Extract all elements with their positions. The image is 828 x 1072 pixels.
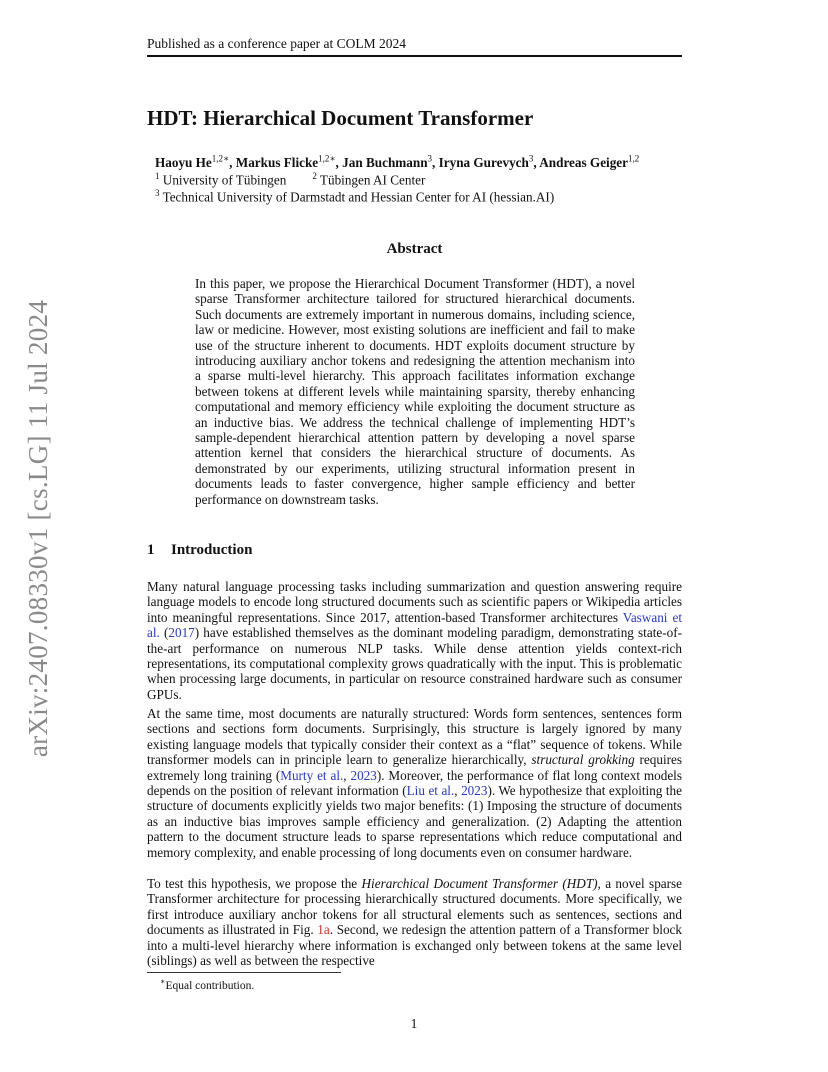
citation-year-link[interactable]: 2023 (461, 783, 488, 799)
author: Markus Flicke$^{1,2∗}$, (235, 154, 343, 171)
author: Iryna Gurevych$^3$, (438, 154, 540, 171)
author-list (155, 154, 695, 171)
intro-paragraph-1: Many natural language processing tasks including summarization and question answering require language models to encode long structured documents such as scientific papers or Wikipedia articles into meaningful representations. Since 2017, attention-based Transformer architectures Vaswani et al. (2017) have established themselves as the dominant modeling paradigm, demonstrating state-of-the-art performance on numerous NLP tasks. While dense attention yields context-rich representations, its computational complexity grows quadratically with the input. This is problematic when processing large documents, in particular on resource constrained hardware such as consumer GPUs. (147, 579, 682, 702)
intro-paragraph-3: To test this hypothesis, we propose the Hierarchical Document Transformer (HDT), a novel sparse Transformer architecture for processing hierarchically structured documents. More specifically, we first introduce auxiliary anchor tokens for all structural elements such as sentences, sections and documents as illustrated in Fig. 1a. Second, we redesign the attention pattern of a Transformer block into a multi-level hierarchy where information is exchanged only between tokens at the same level (siblings) as well as between the respective (147, 876, 683, 969)
affiliation-line-2: $^3$ Technical University of Darmstadt and Hessian Center for AI (hessian.AI) (155, 188, 555, 205)
author: Jan Buchmann$^3$, (342, 154, 439, 171)
page-number: 1 (410, 1016, 418, 1031)
author: Andreas Geiger$^{1,2}$ (539, 154, 640, 171)
intro-paragraph-2: At the same time, most documents are naturally structured: Words form sentences, sentences form sections and sections form documents. Surprisingly, this structure is largely ignored by many existing language models that typically consider their context as a “flat” sequence of tokens. While transformer models can in principle learn to generalize hierarchically, structural grokking requires extremely long training (Murty et al., 2023). Moreover, the performance of flat long context models depends on the position of relevant information (Liu et al., 2023). We hypothesize that exploiting the structure of documents explicitly yields two major benefits: (1) Imposing the structure of documents as an inductive bias improves sample efficiency and generalization. (2) Adapting the attention pattern to the document structure leads to sparse representations which reduce computational and memory complexity, and enable processing of long documents even on consumer hardware. (147, 706, 682, 860)
abstract-heading: Abstract (386, 241, 443, 257)
affiliation-line-1: $^1$ University of Tübingen $^2$ Tübingen AI Center (155, 171, 426, 188)
arxiv-stamp (20, 298, 58, 758)
section-heading: 1 Introduction (147, 542, 253, 558)
header-rule (147, 55, 682, 57)
figure-ref-link[interactable]: 1a (317, 922, 330, 938)
citation-year-link[interactable]: 2023 (350, 767, 377, 783)
footnote-rule (147, 972, 341, 973)
paper-title: HDT: Hierarchical Document Transformer (147, 106, 534, 130)
citation-link[interactable]: Liu et al. (406, 783, 455, 799)
arxiv-stamp-text: arXiv:2407.08330v1 [cs.LG] 11 Jul 2024 (23, 299, 54, 757)
citation-link[interactable]: Murty et al. (280, 767, 344, 783)
running-head: Published as a conference paper at COLM 2024 (147, 36, 407, 51)
footnote: ∗Equal contribution. (160, 977, 255, 992)
citation-link[interactable]: Vaswani et al. (147, 609, 682, 641)
author: Haoyu $He^{1,2∗}$, (155, 154, 236, 171)
abstract-text: In this paper, we propose the Hierarchical Document Transformer (HDT), a novel sparse Transformer architecture tailored for structured hierarchical documents. Such documents are extremely important in numerous domains, including science, law or medicine. However, most existing solutions are inefficient and fail to make use of the structure inherent to documents. HDT exploits document structure by introducing auxiliary anchor tokens and redesigning the attention mechanism into a sparse multi-level hierarchy. This approach facilitates information exchange between tokens at different levels while maintaining sparsity, thereby enhancing computational and memory efficiency while exploiting the document structure as an inductive bias. We address the technical challenge of implementing HDT’s sample-dependent hierarchical attention pattern by developing a novel sparse attention kernel that considers the hierarchical structure of documents. As demonstrated by our experiments, utilizing structural information present in documents leads to faster convergence, higher sample efficiency and better performance on downstream tasks. (195, 276, 635, 507)
citation-year-link[interactable]: 2017 (168, 625, 195, 641)
